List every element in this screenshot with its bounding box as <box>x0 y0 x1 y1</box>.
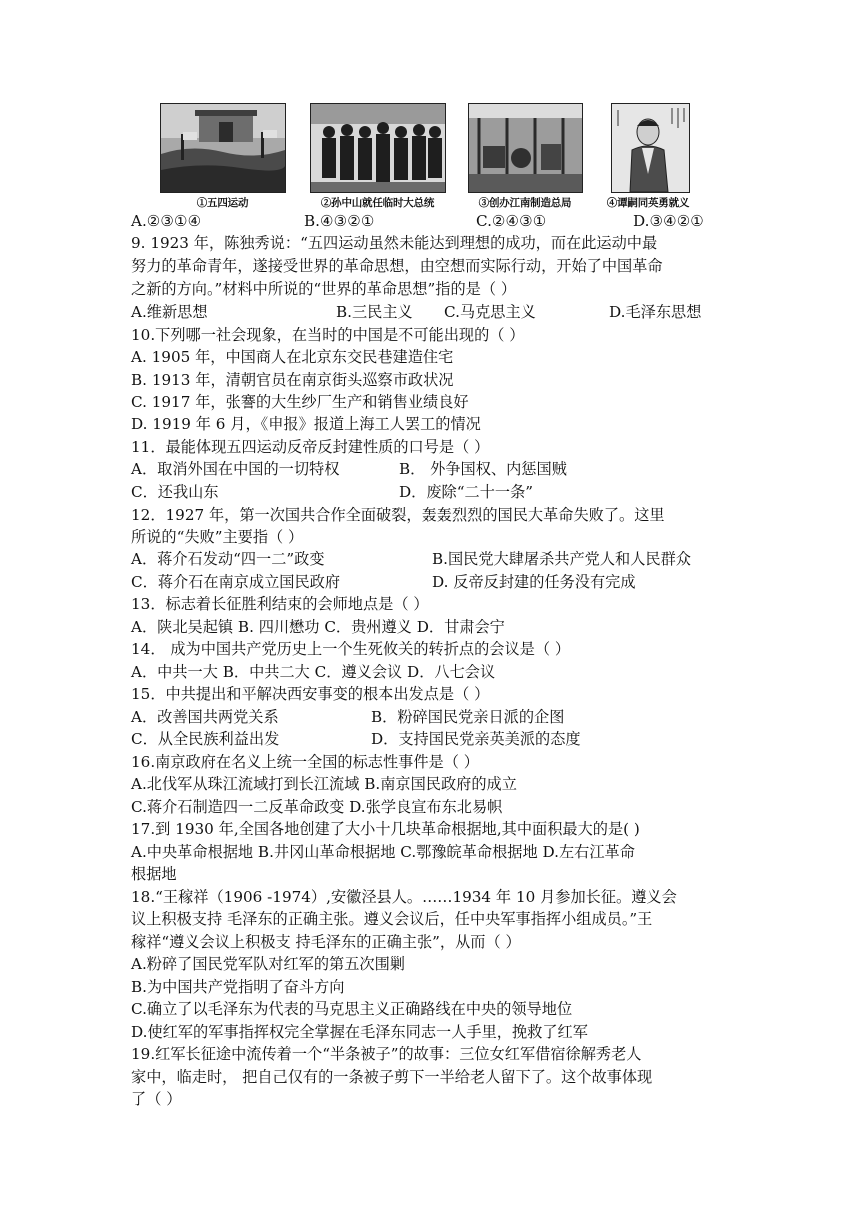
q19-stem-line-1: 19.红军长征途中流传着一个“半条被子”的故事：三位女红军借宿徐解秀老人 <box>131 1045 642 1063</box>
picture-jiangnan-arsenal <box>468 103 582 209</box>
q11-stem: 11．最能体现五四运动反帝反封建性质的口号是（ ） <box>131 438 490 456</box>
q12-stem-line-2: 所说的“失败”主要指（ ） <box>131 528 304 546</box>
q18-stem-line-3: 稼祥“遵义会议上积极支 持毛泽东的正确主张”，从而（ ） <box>131 933 521 951</box>
picture-caption: ①五四运动 <box>196 197 249 209</box>
q15-option-a[interactable]: A．改善国共两党关系 <box>131 708 279 726</box>
q18-stem-line-1: 18.“王稼祥（1906 -1974）,安徽泾县人。……1934 年 10 月参加长征。遵义会 <box>131 888 677 906</box>
q16-options-row-2[interactable]: C.蒋介石制造四一二反革命政变 D.张学良宣布东北易帜 <box>131 798 503 816</box>
q8-option-a[interactable]: A.②③①④ <box>131 212 202 230</box>
q15-option-c[interactable]: C．从全民族利益出发 <box>131 730 280 748</box>
q9-option-d[interactable]: D.毛泽东思想 <box>609 303 702 321</box>
q19-stem-line-2: 家中，临走时， 把自己仅有的一条被子剪下一半给老人留下了。这个故事体现 <box>131 1068 653 1086</box>
q8-option-b[interactable]: B.④③②① <box>304 212 375 230</box>
q15-stem: 15．中共提出和平解决西安事变的根本出发点是（ ） <box>131 685 490 703</box>
picture-caption: ③创办江南制造总局 <box>478 197 572 209</box>
q15-option-d[interactable]: D．支持国民党亲英美派的态度 <box>371 730 581 748</box>
q10-option-b[interactable]: B. 1913 年，清朝官员在南京街头巡察市政状况 <box>131 371 454 389</box>
q18-stem-line-2: 议上积极支持 毛泽东的正确主张。遵义会议后，任中央军事指挥小组成员。”王 <box>131 910 653 928</box>
picture-sun-yatsen <box>310 103 445 209</box>
q18-option-c[interactable]: C.确立了以毛泽东为代表的马克思主义正确路线在中央的领导地位 <box>131 1000 573 1018</box>
q12-option-d[interactable]: D. 反帝反封建的任务没有完成 <box>432 573 636 591</box>
q16-stem: 16.南京政府在名义上统一全国的标志性事件是（ ） <box>131 753 479 771</box>
q12-option-c[interactable]: C．蒋介石在南京成立国民政府 <box>131 573 341 591</box>
q8-option-d[interactable]: D.③④②① <box>633 212 704 230</box>
q12-option-a[interactable]: A．蒋介石发动“四一二”政变 <box>131 550 325 568</box>
may-fourth-photo <box>160 103 286 193</box>
q10-option-d[interactable]: D. 1919 年 6 月，《申报》报道上海工人罢工的情况 <box>131 415 481 433</box>
q18-option-a[interactable]: A.粉碎了国民党军队对红军的第五次围剿 <box>131 955 405 973</box>
tan-sitong-portrait <box>611 103 690 193</box>
q11-option-c[interactable]: C．还我山东 <box>131 483 219 501</box>
q9-stem-line-3: 之新的方向。”材料中所说的“世界的革命思想”指的是（ ） <box>131 280 517 298</box>
q13-options[interactable]: A．陕北吴起镇 B. 四川懋功 C．贵州遵义 D．甘肃会宁 <box>131 618 505 636</box>
q14-stem: 14． 成为中国共产党历史上一个生死攸关的转折点的会议是（ ） <box>131 640 571 658</box>
jiangnan-arsenal-photo <box>468 103 583 193</box>
q11-option-b[interactable]: B． 外争国权、内惩国贼 <box>399 460 567 478</box>
q14-options[interactable]: A．中共一大 B．中共二大 C．遵义会议 D．八七会议 <box>131 663 496 681</box>
picture-strip <box>0 103 860 213</box>
q10-option-a[interactable]: A. 1905 年，中国商人在北京东交民巷建造住宅 <box>131 348 454 366</box>
sun-yatsen-photo <box>310 103 446 193</box>
q9-stem-line-1: 9. 1923 年，陈独秀说：“五四运动虽然未能达到理想的成功，而在此运动中最 <box>131 234 658 252</box>
q9-stem-line-2: 努力的革命青年，遂接受世界的革命思想，由空想而实际行动，开始了中国革命 <box>131 257 663 275</box>
q12-option-b[interactable]: B.国民党大肆屠杀共产党人和人民群众 <box>432 550 691 568</box>
q10-option-c[interactable]: C. 1917 年，张謇的大生纱厂生产和销售业绩良好 <box>131 393 469 411</box>
q9-option-c[interactable]: C.马克思主义 <box>444 303 536 321</box>
q9-option-b[interactable]: B.三民主义 <box>336 303 413 321</box>
picture-may-fourth <box>160 103 285 209</box>
picture-caption: ④谭嗣同英勇就义 <box>606 197 690 209</box>
q11-option-d[interactable]: D．废除“二十一条” <box>399 483 534 501</box>
q18-option-d[interactable]: D.使红军的军事指挥权完全掌握在毛泽东同志一人手里，挽救了红军 <box>131 1023 588 1041</box>
q15-option-b[interactable]: B．粉碎国民党亲日派的企图 <box>371 708 565 726</box>
q13-stem: 13．标志着长征胜利结束的会师地点是（ ） <box>131 595 429 613</box>
q16-options-row-1[interactable]: A.北伐军从珠江流域打到长江流域 B.南京国民政府的成立 <box>131 775 517 793</box>
q10-stem: 10.下列哪一社会现象，在当时的中国是不可能出现的（ ） <box>131 326 525 344</box>
q18-option-b[interactable]: B.为中国共产党指明了奋斗方向 <box>131 978 345 996</box>
picture-tan-sitong <box>598 103 698 209</box>
q12-stem-line-1: 12．1927 年，第一次国共合作全面破裂，轰轰烈烈的国民大革命失败了。这里 <box>131 506 665 524</box>
q8-option-c[interactable]: C.②④③① <box>476 212 547 230</box>
q19-stem-line-3: 了（ ） <box>131 1090 182 1108</box>
picture-caption: ②孙中山就任临时大总统 <box>320 197 435 209</box>
q11-option-a[interactable]: A．取消外国在中国的一切特权 <box>131 460 340 478</box>
q17-stem: 17.到 1930 年,全国各地创建了大小十几块革命根据地,其中面积最大的是( ) <box>131 820 640 838</box>
q17-options-wrap[interactable]: 根据地 <box>131 865 177 883</box>
q17-options[interactable]: A.中央革命根据地 B.井冈山革命根据地 C.鄂豫皖革命根据地 D.左右江革命 <box>131 843 635 861</box>
q9-option-a[interactable]: A.维新思想 <box>131 303 208 321</box>
